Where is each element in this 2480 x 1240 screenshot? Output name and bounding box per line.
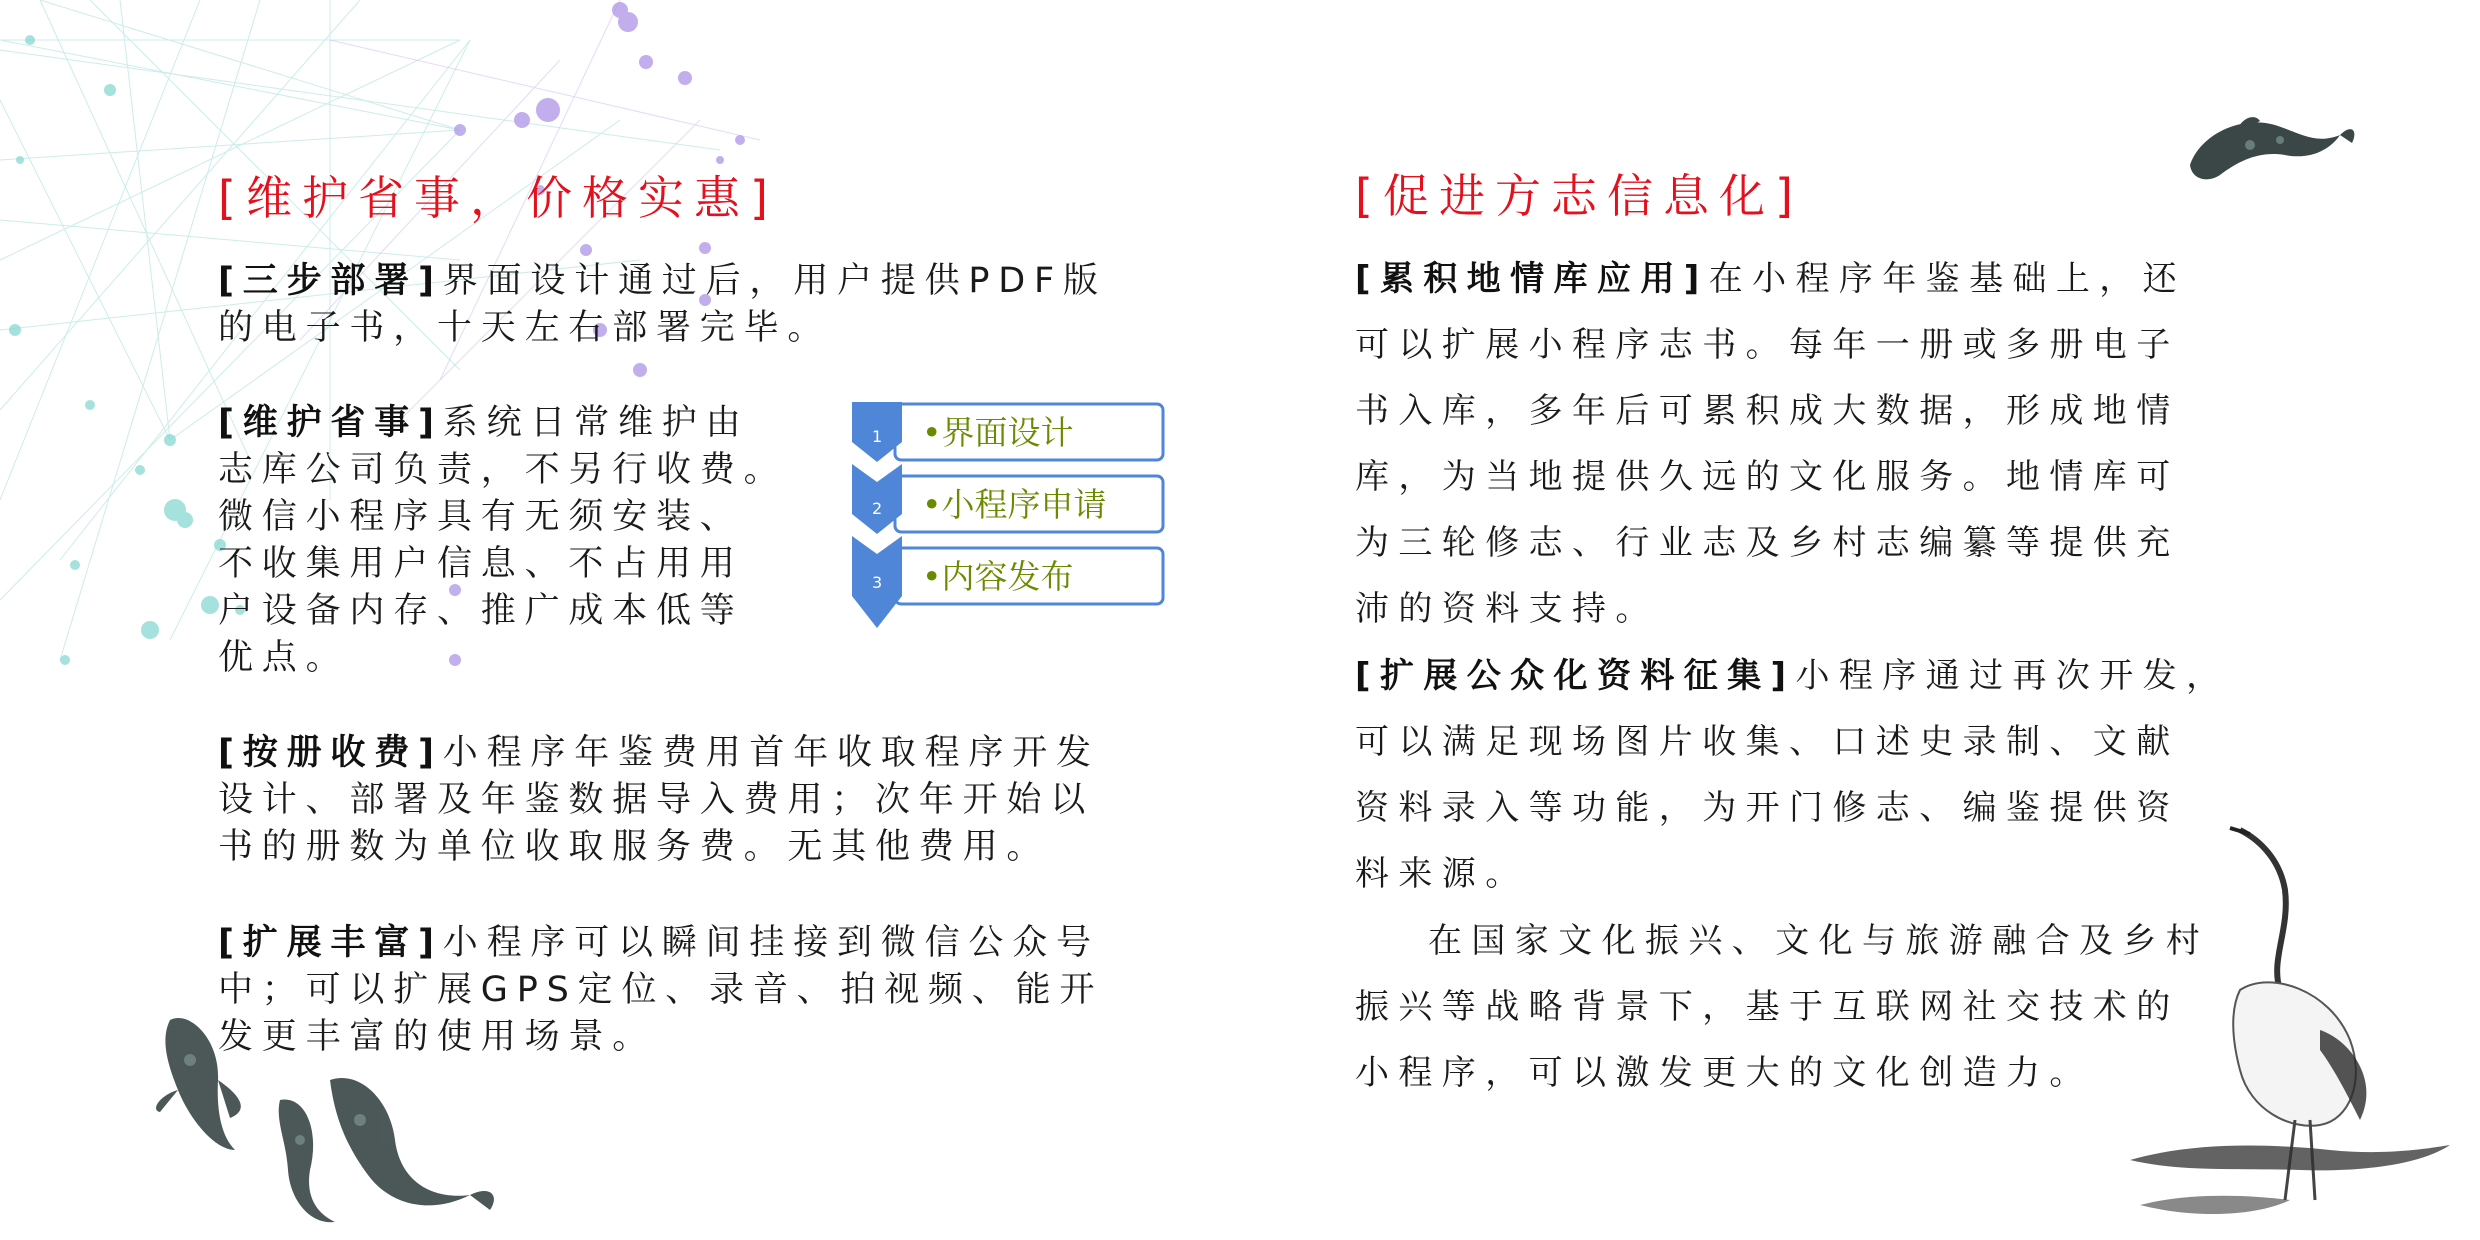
text-line: 可以满足现场图片收集、口述史录制、文献 — [1355, 722, 2180, 762]
text-line: 库，为当地提供久远的文化服务。地情库可 — [1355, 457, 2180, 497]
tag-public-collection: [扩展公众化资料征集] — [1355, 656, 1796, 696]
paragraph-rich-extensions — [218, 920, 1198, 1061]
text-line: 微信小程序具有无须安装、 — [218, 497, 744, 537]
text-line: 中；可以扩展GPS定位、录音、拍视频、能开 — [218, 970, 1104, 1010]
text-line: 系统日常维护由 — [442, 403, 750, 443]
text-line: 书的册数为单位收取服务费。无其他费用。 — [218, 827, 1051, 867]
step-3 — [852, 536, 1163, 628]
tag-three-step: [三步部署] — [218, 261, 443, 301]
text-line: 在国家文化振兴、文化与旅游融合及乡村 — [1428, 921, 2210, 961]
text-line: 小程序年鉴费用首年收取程序开发 — [442, 733, 1100, 773]
right-section-title: [促进方志信息化] — [1355, 169, 1803, 223]
tag-rich-extensions: [扩展丰富] — [218, 923, 443, 963]
text-line: 振兴等战略背景下，基于互联网社交技术的 — [1355, 987, 2180, 1027]
text-line: 在小程序年鉴基础上，还 — [1708, 259, 2187, 299]
paragraph-local-database — [1355, 246, 2295, 642]
step-3-label: •内容发布 — [922, 557, 1074, 596]
paragraph-cultural-creativity — [1355, 908, 2295, 1106]
paragraph-easy-maintenance — [218, 400, 838, 682]
text-line: 界面设计通过后，用户提供PDF版 — [442, 261, 1107, 301]
step-3-number: 3 — [872, 573, 883, 592]
text-line: 的电子书，十天左右部署完毕。 — [218, 308, 832, 348]
paragraph-public-collection — [1355, 643, 2295, 907]
paragraph-three-step-deploy — [218, 258, 1178, 352]
text-line: 资料录入等功能，为开门修志、编鉴提供资 — [1355, 788, 2180, 828]
step-2 — [852, 464, 1163, 534]
text-line: 不收集用户信息、不占用用 — [218, 544, 744, 584]
step-2-number: 2 — [872, 499, 883, 518]
text-line: 发更丰富的使用场景。 — [218, 1017, 657, 1057]
text-line: 为三轮修志、行业志及乡村志编纂等提供充 — [1355, 523, 2180, 563]
step-2-label: •小程序申请 — [922, 485, 1107, 524]
text-line: 户设备内存、推广成本低等 — [218, 591, 744, 631]
text-line: 小程序可以瞬间挂接到微信公众号 — [442, 923, 1100, 963]
steps-diagram — [850, 402, 1170, 642]
tag-easy-maintenance: [维护省事] — [218, 403, 443, 443]
text-line: 料来源。 — [1355, 854, 1529, 894]
paragraph-pay-per-volume — [218, 730, 1198, 871]
tag-pay-per-volume: [按册收费] — [218, 733, 443, 773]
koi-fish-decoration-right — [2180, 105, 2360, 185]
step-1 — [852, 402, 1163, 462]
text-line: 小程序通过再次开发， — [1795, 656, 2230, 696]
text-line: 设计、部署及年鉴数据导入费用；次年开始以 — [218, 780, 1095, 820]
text-line: 小程序，可以激发更大的文化创造力。 — [1355, 1053, 2093, 1093]
step-1-number: 1 — [872, 427, 883, 446]
tag-local-database: [累积地情库应用] — [1355, 259, 1709, 299]
step-1-label: •界面设计 — [922, 413, 1074, 452]
text-line: 可以扩展小程序志书。每年一册或多册电子 — [1355, 325, 2180, 365]
text-line: 志库公司负责，不另行收费。 — [218, 450, 788, 490]
left-section-title: [维护省事，价格实惠] — [218, 171, 778, 225]
text-line: 沛的资料支持。 — [1355, 589, 1659, 629]
text-line: 书入库，多年后可累积成大数据，形成地情 — [1355, 391, 2180, 431]
text-line: 优点。 — [218, 638, 350, 678]
